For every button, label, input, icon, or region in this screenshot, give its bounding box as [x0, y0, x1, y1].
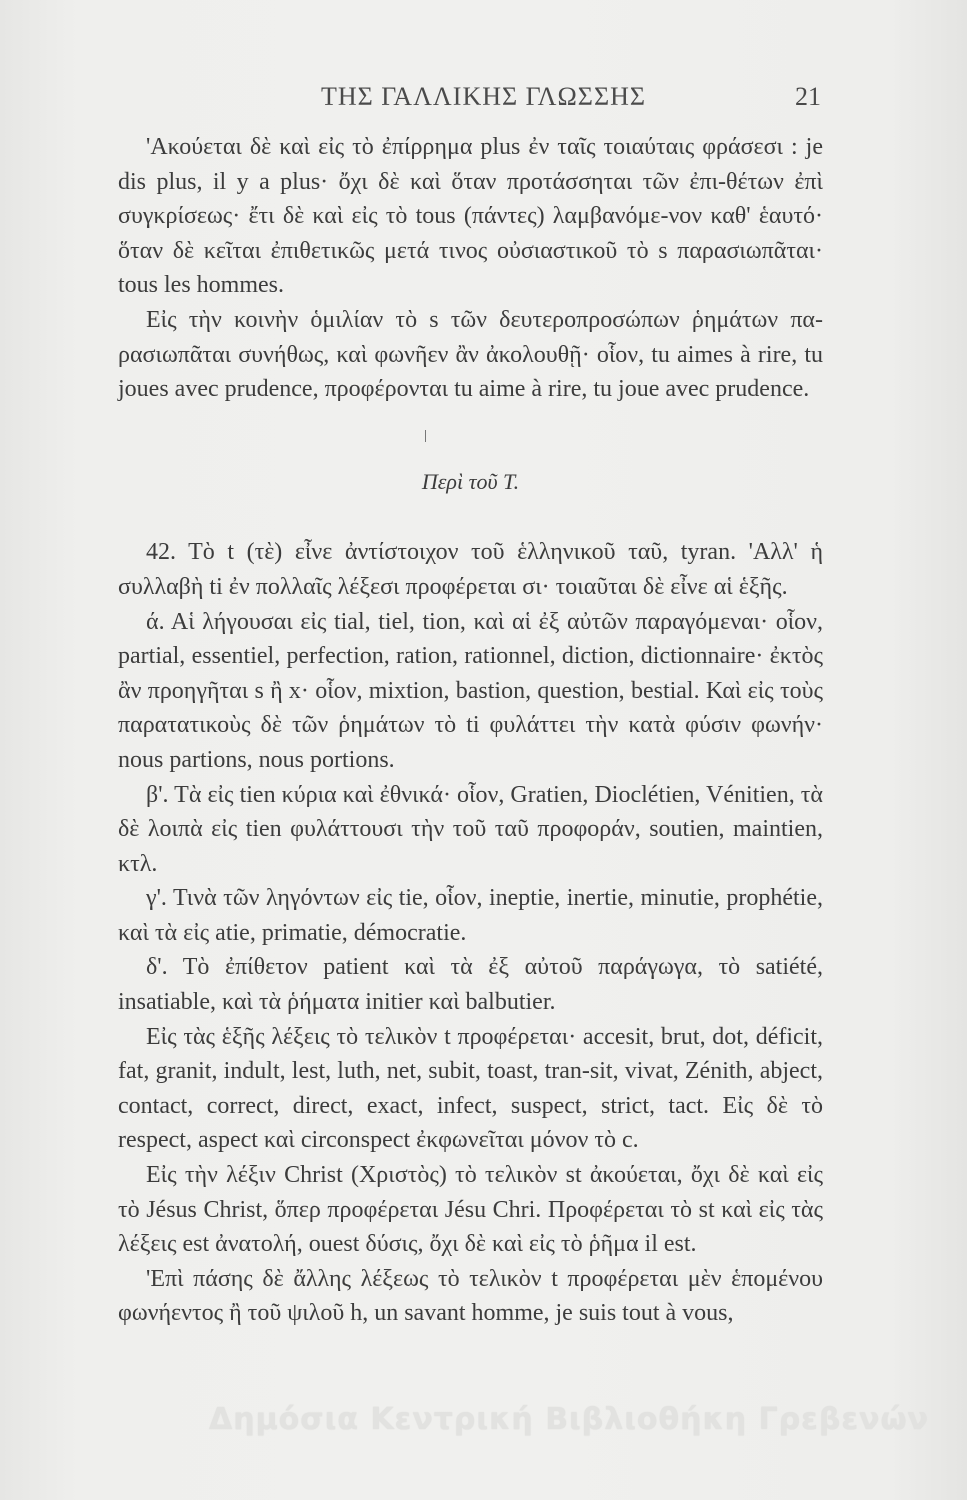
- running-title: ΤΗΣ ΓΑΛΛΙΚΗΣ ΓΛΩΣΣΗΣ: [321, 82, 646, 111]
- section-heading: Περὶ τοῦ Τ.: [421, 468, 520, 494]
- paragraph-second-person: Εἰς τὴν κοινὴν ὁμιλίαν τὸ s τῶν δευτεροπροσώπων ῥημάτων πα-ρασιωπᾶται συνήθως, καὶ φωνῆεν ἂν ἀκολουθῇ· οἷον, tu aimes à rire, tu joues avec prudence, προφέρονται tu aime à rire, tu joue avec prudence.: [118, 306, 823, 403]
- library-watermark: Δημόσια Κεντρική Βιβλιοθήκη Γρεβενών: [209, 1402, 929, 1437]
- paragraph-plus: 'Ακούεται δὲ καὶ εἰς τὸ ἐπίρρημα plus ἐν ταῖς τοιαύταις φράσεσι : je dis plus, il y a plus· ὄχι δὲ καὶ ὅταν προτάσσηται τῶν ἐπι-θέτων ἐπὶ συγκρίσεως· ἔτι δὲ καὶ εἰς τὸ tous (πάντες) λαμβανόμε-νον καθ' ἑαυτό· ὅταν δὲ κεῖται ἐπιθετικῶς μετά τινος οὐσιαστικοῦ τὸ s παρασιωπᾶται· tous les hommes.: [118, 134, 823, 299]
- paragraph-gamma: γ'. Τινὰ τῶν ληγόντων εἰς tie, οἷον, ineptie, inertie, minutie, prophétie, καὶ τὰ εἰς atie, primatie, démocratie.: [118, 885, 823, 946]
- page-number: 21: [795, 82, 821, 111]
- paragraph-final-t: Εἰς τὰς ἑξῆς λέξεις τὸ τελικὸν t προφέρεται· accesit, brut, dot, déficit, fat, granit, indult, lest, luth, net, subit, toast, tran-sit, vivat, Zénith, abject, contact, correct, direct, exact, infect, suspect, strict, tact. Εἰς δὲ τὸ respect, aspect καὶ circonspect ἐκφωνεῖται μόνον τὸ c.: [118, 1023, 823, 1154]
- paragraph-liaison: 'Επὶ πάσης δὲ ἄλλης λέξεως τὸ τελικὸν t προφέρεται μὲν ἑπομένου φωνήεντος ἢ τοῦ ψιλοῦ h, un savant homme, je suis tout à vous,: [118, 1265, 823, 1327]
- paragraph-beta: β'. Τὰ εἰς tien κύρια καὶ ἐθνικά· οἷον, Gratien, Dioclétien, Vénitien, τὰ δὲ λοιπὰ εἰς tien φυλάττουσι τὴν τοῦ ταῦ προφοράν, soutien, maintien, κτλ.: [118, 781, 823, 877]
- paragraph-delta: δ'. Τὸ ἐπίθετον patient καὶ τὰ ἐξ αὐτοῦ παράγωγα, τὸ satiété, insatiable, καὶ τὰ ῥήματα initier καὶ balbutier.: [118, 954, 823, 1016]
- paragraph-christ: Εἰς τὴν λέξιν Christ (Χριστὸς) τὸ τελικὸν st ἀκούεται, ὄχι δὲ καὶ εἰς τὸ Jésus Christ, ὅπερ προφέρεται Jésu Chri. Προφέρεται τὸ st καὶ εἰς τὰς λέξεις est ἀνατολή, ouest δύσις, ὄχι δὲ καὶ εἰς τὸ ῥῆμα il est.: [118, 1162, 823, 1258]
- paragraph-42: 42. Τὸ t (τὲ) εἶνε ἀντίστοιχον τοῦ ἑλληνικοῦ ταῦ, tyran. 'Αλλ' ἡ συλλαβὴ ti ἐν πολλαῖς λέξεσι προφέρεται σι· τοιαῦται δὲ εἶνε αἱ ἑξῆς.: [118, 539, 823, 600]
- paragraph-alpha: ά. Αἱ λήγουσαι εἰς tial, tiel, tion, καὶ αἱ ἐξ αὐτῶν παραγόμεναι· οἷον, partial, essentiel, perfection, ration, rationnel, diction, dictionnaire· ἐκτὸς ἂν προηγῆται s ἢ x· οἷον, mixtion, bastion, question, bestial. Καὶ εἰς τοὺς παρατατικοὺς δὲ τῶν ῥημάτων τὸ ti φυλάττει τὴν κατὰ φύσιν φωνήν· nous partions, nous portions.: [118, 608, 823, 773]
- page-header: [0, 82, 967, 122]
- body-text: [118, 130, 823, 1331]
